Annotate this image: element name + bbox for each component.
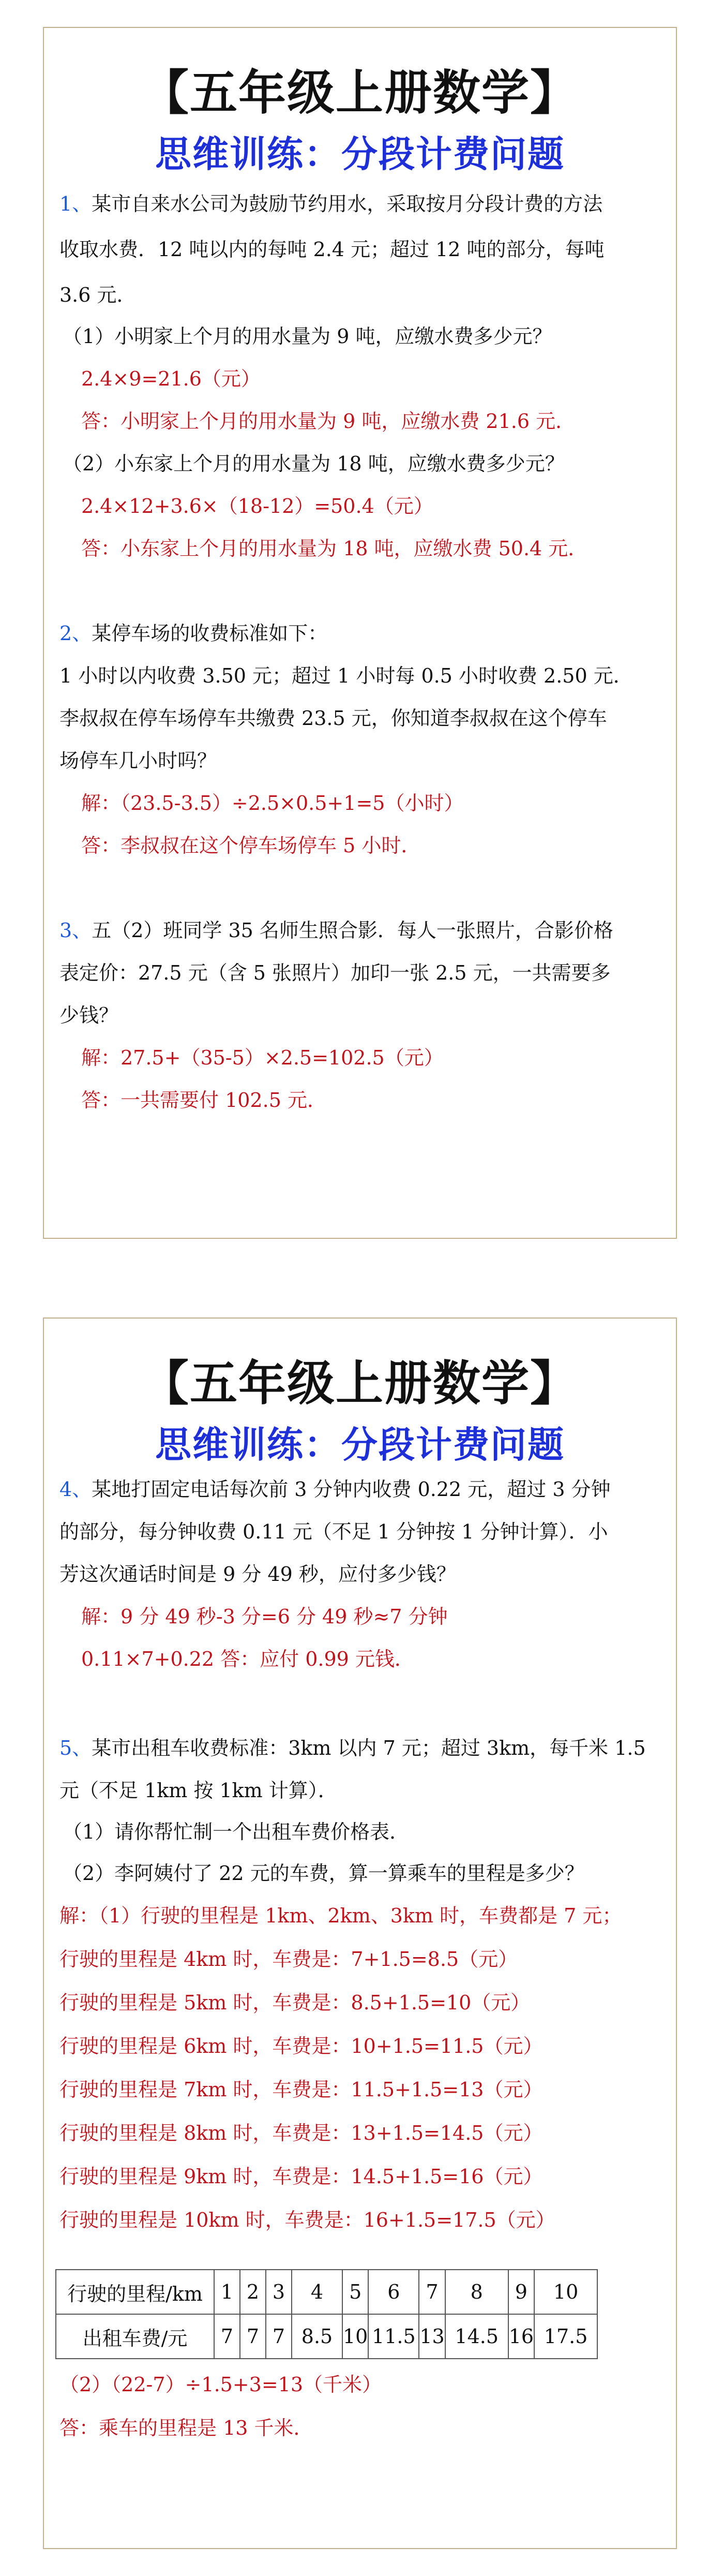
table-cell: 16 [508,2314,534,2359]
table-cell: 7 [266,2314,292,2359]
question-3-line-3: 少钱？ [59,1004,119,1027]
table-header-km: 行驶的里程/km [56,2270,214,2314]
solution-line: 行驶的里程是 6km 时，车费是：10+1.5=11.5（元） [59,2035,543,2057]
solution-line: 行驶的里程是 9km 时，车费是：14.5+1.5=16（元） [59,2165,543,2188]
question-2-answer: 答：李叔叔在这个停车场停车 5 小时． [81,834,421,857]
question-number: 1、 [59,193,92,215]
question-4-calc-2: 0.11×7+0.22 答：应付 0.99 元钱． [81,1648,414,1670]
question-3-line-2: 表定价：27.5 元（含 5 张照片）加印一张 2.5 元，一共需要多 [59,961,611,984]
question-number: 2、 [59,622,92,645]
table-cell: 9 [508,2270,534,2314]
question-1-line-3: 3.6 元． [59,284,137,306]
table-cell: 7 [214,2314,240,2359]
question-5-line-2: 元（不足 1km 按 1km 计算）． [59,1779,338,1802]
question-number: 5、 [59,1737,92,1759]
solution-line: 行驶的里程是 5km 时，车费是：8.5+1.5=10（元） [59,1991,531,2014]
page-subtitle: 思维训练：分段计费问题 [155,1423,565,1466]
question-1-part-2-answer: 答：小东家上个月的用水量为 18 吨，应缴水费 50.4 元． [81,537,588,560]
page-title: 【五年级上册数学】 [141,65,579,121]
question-2-line-4: 场停车几小时吗？ [59,749,217,772]
table-cell: 13 [419,2314,445,2359]
worksheet-page-1 [43,27,677,1239]
question-2-line-1: 2、某停车场的收费标准如下： [59,622,328,645]
question-4-line-3: 芳这次通话时间是 9 分 49 秒，应付多少钱？ [59,1563,456,1586]
question-1-part-2-calc: 2.4×12+3.6×（18-12）=50.4（元） [81,495,433,517]
table-cell: 2 [240,2270,266,2314]
question-4-calc-1: 解：9 分 49 秒-3 分=6 分 49 秒≈7 分钟 [81,1605,448,1628]
question-number: 3、 [59,919,92,942]
question-1-part-1-calc: 2.4×9=21.6（元） [81,367,261,390]
table-cell: 6 [368,2270,419,2314]
question-3-answer: 答：一共需要付 102.5 元． [81,1089,327,1112]
question-5-part-2-answer: 答：乘车的里程是 13 千米． [59,2417,313,2439]
solution-line: 行驶的里程是 7km 时，车费是：11.5+1.5=13（元） [59,2078,543,2101]
question-1-part-1: （1）小明家上个月的用水量为 9 吨，应缴水费多少元？ [63,325,552,348]
question-5-line-1: 5、某市出租车收费标准：3km 以内 7 元；超过 3km，每千米 1.5 [59,1737,646,1759]
question-3-line-1: 3、五（2）班同学 35 名师生照合影．每人一张照片，合影价格 [59,919,613,942]
solution-line: 行驶的里程是 8km 时，车费是：13+1.5=14.5（元） [59,2122,543,2144]
question-4-line-2: 的部分，每分钟收费 0.11 元（不足 1 分钟按 1 分钟计算）．小 [59,1520,608,1543]
question-2-line-2: 1 小时以内收费 3.50 元；超过 1 小时每 0.5 小时收费 2.50 元． [59,664,633,687]
table-cell: 1 [214,2270,240,2314]
question-5-part-1: （1）请你帮忙制一个出租车费价格表． [63,1820,410,1843]
table-cell: 5 [342,2270,368,2314]
table-cell: 14.5 [445,2314,508,2359]
question-1-line-1: 1、某市自来水公司为鼓励节约用水，采取按月分段计费的方法 [59,193,603,215]
question-4-line-1: 4、某地打固定电话每次前 3 分钟内收费 0.22 元，超过 3 分钟 [59,1478,611,1501]
table-cell: 11.5 [368,2314,419,2359]
question-5-part-2: （2）李阿姨付了 22 元的车费，算一算乘车的里程是多少？ [63,1862,584,1885]
solution-line: 解：（1）行驶的里程是 1km、2km、3km 时，车费都是 7 元； [59,1904,622,1927]
page-subtitle: 思维训练：分段计费问题 [155,132,565,175]
question-1-part-1-answer: 答：小明家上个月的用水量为 9 吨，应缴水费 21.6 元． [81,410,576,433]
question-2-calc: 解：（23.5-3.5）÷2.5×0.5+1=5（小时） [81,792,464,815]
table-cell: 10 [342,2314,368,2359]
solution-line: 行驶的里程是 10km 时，车费是：16+1.5=17.5（元） [59,2209,555,2231]
table-cell: 8.5 [292,2314,342,2359]
solution-line: 行驶的里程是 4km 时，车费是：7+1.5=8.5（元） [59,1948,518,1971]
question-1-line-2: 收取水费．12 吨以内的每吨 2.4 元；超过 12 吨的部分，每吨 [59,238,605,261]
table-cell: 7 [240,2314,266,2359]
table-header-fare: 出租车费/元 [56,2314,214,2359]
question-1-part-2: （2）小东家上个月的用水量为 18 吨，应缴水费多少元？ [63,452,565,475]
table-cell: 7 [419,2270,445,2314]
taxi-fare-table [55,2269,598,2359]
table-cell: 17.5 [534,2314,597,2359]
worksheet-page-2 [43,1317,677,2549]
question-number: 4、 [59,1478,92,1501]
table-row-km [56,2270,597,2314]
table-cell: 4 [292,2270,342,2314]
table-row-fare [56,2314,597,2359]
page-title: 【五年级上册数学】 [141,1355,579,1411]
question-5-part-2-calc: （2）（22-7）÷1.5+3=13（千米） [59,2373,382,2396]
table-cell: 8 [445,2270,508,2314]
question-3-calc: 解：27.5+（35-5）×2.5=102.5（元） [81,1046,444,1069]
table-cell: 10 [534,2270,597,2314]
table-cell: 3 [266,2270,292,2314]
question-2-line-3: 李叔叔在停车场停车共缴费 23.5 元，你知道李叔叔在这个停车 [59,707,607,730]
